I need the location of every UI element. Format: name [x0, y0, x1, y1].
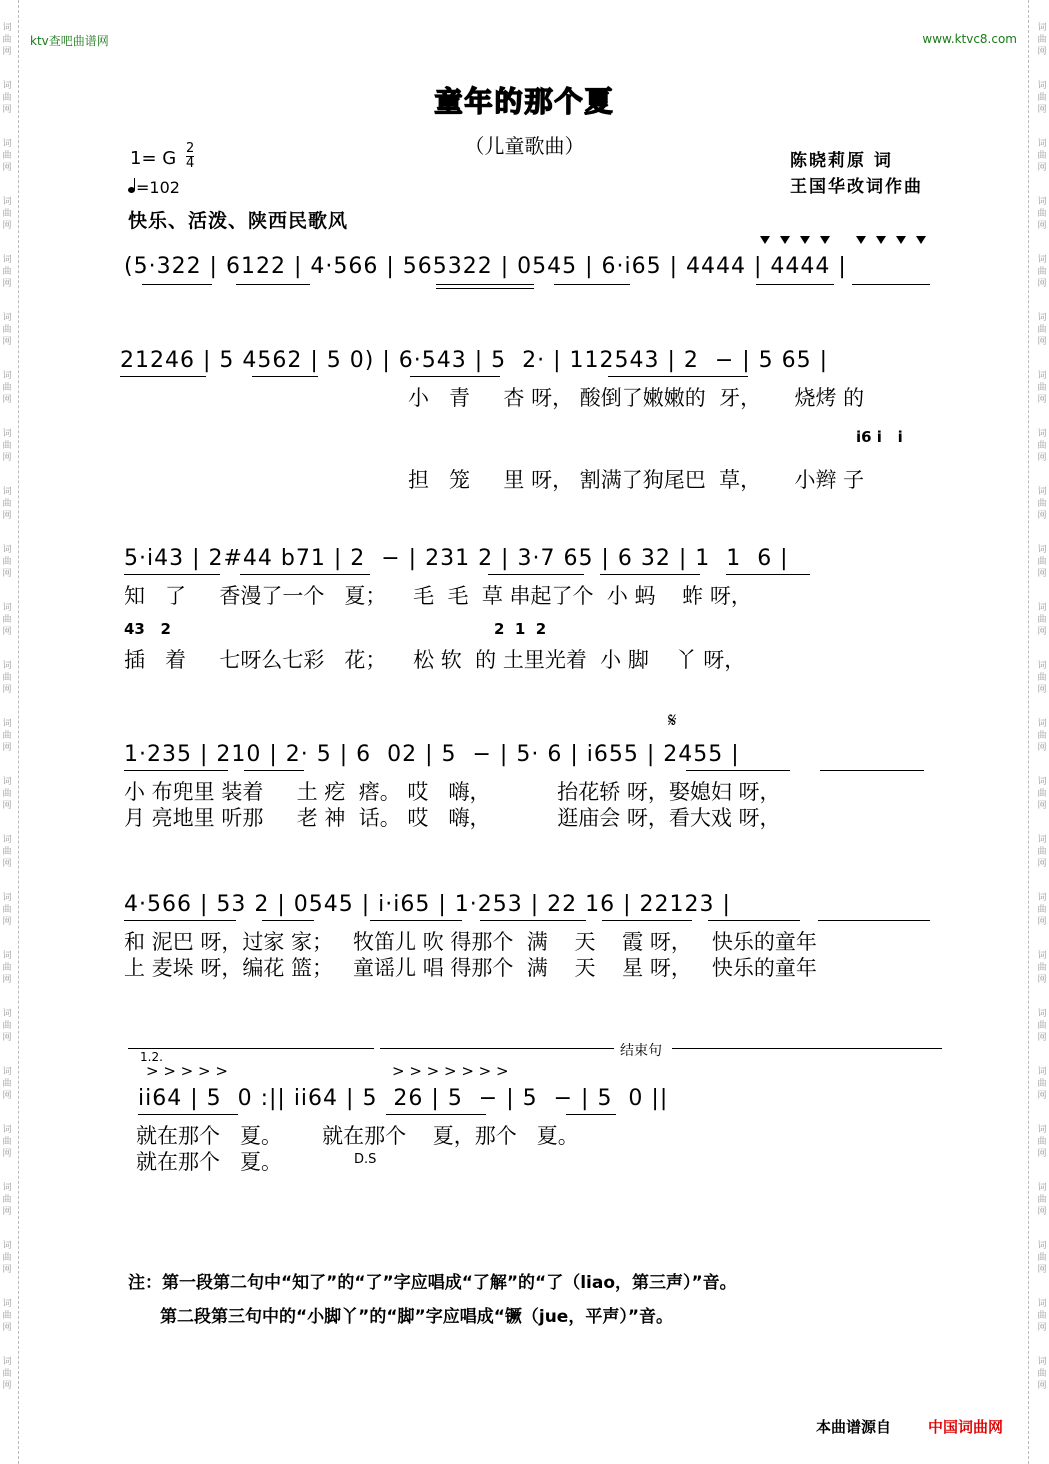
side-watermark-text: 词 曲 网 [1037, 545, 1047, 579]
lyrics-row-5-verse-1: 和 泥巴 呀，过家 家； 牧笛儿 吹 得那个 满 天 霞 呀， 快乐的童年 [124, 930, 817, 954]
lyrics-row-5-verse-2: 上 麦垛 呀，编花 篮； 童谣儿 唱 得那个 满 天 星 呀， 快乐的童年 [124, 956, 817, 980]
accent-marks-row6b: > > > > > > > [392, 1062, 509, 1080]
side-watermark-text: 词 曲 网 [1037, 1125, 1047, 1159]
right-dashed-edge [1028, 0, 1029, 1464]
lyrics-row-4-verse-1: 小 布兜里 装着 土 疙 瘩。 哎 嗨， 抬花轿 呀，娶媳妇 呀， [124, 780, 781, 804]
lyricist-credit: 陈晓莉原 词 [790, 151, 893, 171]
accent-icon [760, 236, 770, 244]
tempo-value: =102 [136, 178, 180, 197]
alt-notes-row-2: i6 i i [856, 428, 903, 446]
accent-icon [876, 236, 886, 244]
side-watermark-text: 词 曲 网 [2, 1357, 12, 1391]
side-watermark-text: 词 曲 网 [1037, 951, 1047, 985]
beam-line [124, 770, 228, 771]
side-watermark-text: 词 曲 网 [1037, 603, 1047, 637]
beam-line [138, 1114, 238, 1115]
beam-line [240, 574, 370, 575]
side-watermark-text: 词 曲 网 [1037, 835, 1047, 869]
notation-row-3: 5·i43 | 2#44 b71 | 2 − | 231 2 | 3·7 65 | 6 32 | 1 1 6 | [124, 546, 789, 571]
accent-icon [780, 236, 790, 244]
beam-line [554, 284, 630, 285]
tempo-marking [128, 178, 180, 197]
beam-line [120, 376, 206, 377]
side-watermark-text: 词 曲 网 [2, 951, 12, 985]
side-watermark-text: 词 曲 网 [2, 835, 12, 869]
beam-line [686, 770, 790, 771]
notation-row-1: (5·322 | 6122 | 4·566 | 565322 | 0545 | 6·i65 | 4444 | 4444 | [124, 254, 847, 279]
accent-icon [800, 236, 810, 244]
side-watermark-text: 词 曲 网 [2, 1183, 12, 1217]
side-watermark-text: 词 曲 网 [1037, 1357, 1047, 1391]
ds-marking: D.S [354, 1152, 377, 1167]
ending-bracket-left [380, 1048, 614, 1049]
beam-line [436, 288, 534, 289]
side-watermark-text: 词 曲 网 [1037, 1299, 1047, 1333]
beam-line [600, 574, 700, 575]
side-watermark-text: 词 曲 网 [1037, 1067, 1047, 1101]
side-watermark-text: 词 曲 网 [2, 661, 12, 695]
beam-line [124, 574, 220, 575]
composer-credit: 王国华改词作曲 [790, 177, 923, 197]
accent-icon [820, 236, 830, 244]
side-watermark-text: 词 曲 网 [1037, 429, 1047, 463]
beam-line [410, 376, 500, 377]
side-watermark-text: 词 曲 网 [2, 371, 12, 405]
beam-line [708, 920, 800, 921]
side-watermark-text: 词 曲 网 [2, 139, 12, 173]
lyrics-row-2-verse-2: 担 笼 里 呀， 割满了狗尾巴 草， 小辫 子 [408, 468, 865, 492]
notation-row-2: 21246 | 5 4562 | 5 0) | 6·543 | 5 2· | 112543 | 2 − | 5 65 | [120, 348, 829, 373]
volta-label: 1.2. [140, 1050, 163, 1064]
side-watermark-text: 词 曲 网 [1037, 719, 1047, 753]
accent-icon [856, 236, 866, 244]
time-signature [186, 142, 194, 171]
alt-notes-row-3b: 2 1 2 [494, 620, 547, 638]
beam-line [244, 770, 304, 771]
ending-bracket-right [672, 1048, 942, 1049]
lyrics-row-3-verse-2: 插 着 七呀么七彩 花； 松 软 的 土里光着 小 脚 丫 呀， [124, 648, 746, 672]
song-title: 童年的那个夏 [434, 85, 615, 118]
side-watermark-text: 词 曲 网 [1037, 661, 1047, 695]
side-watermark-text: 词 曲 网 [1037, 893, 1047, 927]
beam-line [124, 920, 236, 921]
side-watermark-text: 词 曲 网 [1037, 313, 1047, 347]
beam-line [436, 284, 534, 285]
side-watermark-text: 词 曲 网 [1037, 197, 1047, 231]
beam-line [602, 920, 692, 921]
side-watermark-text: 词 曲 网 [2, 1067, 12, 1101]
accent-marks-row6: > > > > > [146, 1062, 228, 1080]
side-watermark-text: 词 曲 网 [2, 487, 12, 521]
side-watermark-text: 词 曲 网 [2, 545, 12, 579]
beam-line [252, 376, 318, 377]
side-watermark-text: 词 曲 网 [2, 429, 12, 463]
beam-line [480, 920, 586, 921]
lyrics-row-4-verse-2: 月 亮地里 听那 老 神 话。 哎 嗨， 逛庙会 呀，看大戏 呀， [124, 806, 781, 830]
side-watermark-text: 词 曲 网 [1037, 1009, 1047, 1043]
side-watermark-text: 词 曲 网 [2, 23, 12, 57]
segno-icon: 𝄋 [668, 708, 677, 732]
notation-row-5: 4·566 | 53 2 | 0545 | i·i65 | 1·253 | 22 16 | 22123 | [124, 892, 731, 917]
side-watermark-text: 词 曲 网 [2, 1009, 12, 1043]
left-dashed-edge [18, 0, 19, 1464]
style-description: 快乐、活泼、陕西民歌风 [128, 210, 349, 232]
source-site-link[interactable]: 中国词曲网 [928, 1418, 1004, 1436]
side-watermark-text: 词 曲 网 [2, 603, 12, 637]
beam-line [726, 574, 810, 575]
lyrics-row-6-verse-2: 就在那个 夏。 [136, 1150, 283, 1174]
side-watermark-text: 词 曲 网 [2, 719, 12, 753]
beam-line [820, 770, 924, 771]
side-watermark-text: 词 曲 网 [2, 197, 12, 231]
beam-line [142, 284, 212, 285]
side-watermark-text: 词 曲 网 [1037, 371, 1047, 405]
side-watermark-text: 词 曲 网 [1037, 255, 1047, 289]
lyrics-row-3-verse-1: 知 了 香漫了一个 夏； 毛 毛 草 串起了个 小 蚂 蚱 呀， [124, 584, 752, 608]
side-watermark-text: 词 曲 网 [2, 893, 12, 927]
notation-row-4: 1·235 | 210 | 2· 5 | 6 02 | 5 − | 5· 6 | i655 | 2455 | [124, 742, 740, 767]
site-name-left[interactable]: ktv查吧曲谱网 [30, 34, 109, 48]
source-label: 本曲谱源自 [816, 1418, 892, 1436]
side-watermark-text: 词 曲 网 [2, 81, 12, 115]
side-watermark-text: 词 曲 网 [2, 255, 12, 289]
beam-line [756, 284, 834, 285]
side-watermark-text: 词 曲 网 [1037, 487, 1047, 521]
beam-line [818, 920, 930, 921]
beam-line [488, 574, 584, 575]
volta-bracket [128, 1048, 374, 1049]
side-watermark-text: 词 曲 网 [2, 1299, 12, 1333]
side-watermark-text: 词 曲 网 [1037, 1183, 1047, 1217]
notation-row-6: ii64 | 5 0 :|| ii64 | 5 26 | 5 − | 5 − | 5 0 || [138, 1086, 669, 1111]
side-watermark-text: 词 曲 网 [1037, 23, 1047, 57]
lyrics-row-6-verse-1: 就在那个 夏。 就在那个 夏，那个 夏。 [136, 1124, 579, 1148]
side-watermark-text: 词 曲 网 [1037, 81, 1047, 115]
site-url-right[interactable]: www.ktvc8.com [922, 32, 1017, 46]
footnote-line-1: 注：第一段第二句中“知了”的“了”字应唱成“了解”的“了（liao，第三声）”音。 [128, 1273, 737, 1293]
song-subtitle: （儿童歌曲） [464, 134, 585, 158]
quarter-note-icon [128, 187, 135, 193]
accent-icon [896, 236, 906, 244]
ending-label: 结束句 [620, 1043, 662, 1059]
beam-line [608, 376, 748, 377]
side-watermark-text: 词 曲 网 [2, 777, 12, 811]
side-watermark-text: 词 曲 网 [1037, 1241, 1047, 1275]
left-side-watermark [0, 0, 14, 1464]
side-watermark-text: 词 曲 网 [2, 1125, 12, 1159]
beam-line [566, 1114, 616, 1115]
side-watermark-text: 词 曲 网 [2, 1241, 12, 1275]
beam-line [236, 284, 310, 285]
side-watermark-text: 词 曲 网 [1037, 777, 1047, 811]
lyrics-row-2-verse-1: 小 青 杏 呀， 酸倒了嫩嫩的 牙， 烧烤 的 [408, 386, 865, 410]
beam-line [370, 920, 462, 921]
right-side-watermark [1035, 0, 1049, 1464]
footnote-line-2: 第二段第三句中的“小脚丫”的“脚”字应唱成“镢（jue，平声）”音。 [160, 1307, 673, 1327]
beam-line [262, 920, 314, 921]
side-watermark-text: 词 曲 网 [2, 313, 12, 347]
alt-notes-row-3a: 43 2 [124, 620, 171, 638]
key-signature: 1= G [130, 148, 177, 169]
time-bottom: 4 [186, 156, 195, 171]
time-top: 2 [186, 141, 195, 156]
beam-line [852, 284, 930, 285]
accent-icon [916, 236, 926, 244]
beam-line [386, 1114, 486, 1115]
side-watermark-text: 词 曲 网 [1037, 139, 1047, 173]
